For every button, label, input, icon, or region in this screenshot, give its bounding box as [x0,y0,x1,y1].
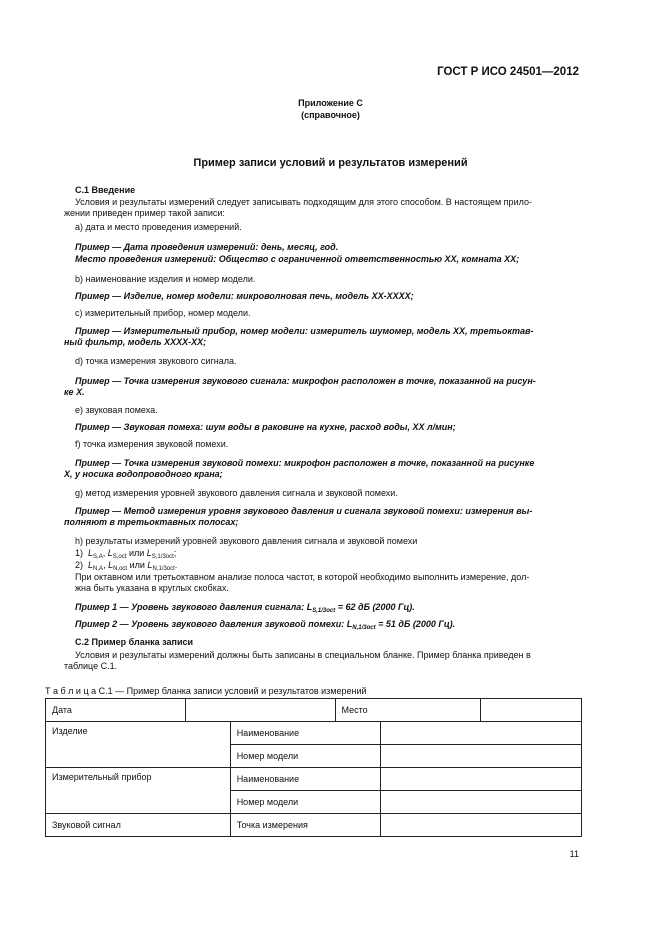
list-item-e: е) звуковая помеха. [75,405,158,415]
table-row [46,699,582,722]
place-label-cell: Место [335,699,481,722]
instrument-label-cell: Измерительный прибор [46,768,231,814]
example-text: Х, у носика водопроводного крана; [64,469,223,479]
list-item-f: f) точка измерения звуковой помехи. [75,439,229,449]
example-text: Пример — Метод измерения уровня звукового давления и сигнала звуковой помехи: измерения вы- [75,506,533,516]
date-value-cell[interactable] [185,699,335,722]
appendix-heading [0,97,661,121]
table-row [46,722,582,745]
example-text: Место проведения измерений: Общество с ограниченной ответственностью ХХ, комната ХХ; [75,254,520,264]
example-text: Пример — Дата проведения измерений: день, месяц, год. [75,242,339,252]
instrument-model-value[interactable] [381,791,582,814]
example-text: ке Х. [64,387,85,397]
list-item-d: d) точка измерения звукового сигнала. [75,356,237,366]
date-label-cell: Дата [46,699,186,722]
list-item-h: h) результаты измерений уровней звукового давления сигнала и звуковой помехи [75,536,418,546]
instrument-model-label: Номер модели [230,791,381,814]
instrument-name-value[interactable] [381,768,582,791]
signal-point-label: Точка измерения [230,814,381,837]
record-form-table [45,698,582,837]
paragraph-line: При октавном или третьоктавном анализе полоса частот, в которой необходимо выполнить измерение, дол- [75,572,530,582]
list-item-a: а) дата и место проведения измерений. [75,222,242,232]
product-model-label: Номер модели [230,745,381,768]
appendix-title: Приложение С [298,98,363,108]
product-model-value[interactable] [381,745,582,768]
paragraph-line: жении приведен пример такой записи: [64,208,225,218]
appendix-subtitle: (справочное) [301,110,360,120]
example-text: Пример — Звуковая помеха: шум воды в раковине на кухне, расход воды, ХХ л/мин; [75,422,456,432]
signal-point-value[interactable] [381,814,582,837]
example-2: Пример 2 — Уровень звукового давления звуковой помехи: $L_{N,1/3oct} = 51$ дБ (2000 Гц). [75,619,456,631]
paragraph-line: таблице С.1. [64,661,118,671]
product-name-value[interactable] [381,722,582,745]
example-text: Пример — Измерительный прибор, номер модели: измеритель шумомер, модель ХХ, третьоктав- [75,326,534,336]
instrument-name-label: Наименование [230,768,381,791]
sublist-item-2: 2) $L_{N,A}$, $L_{N,oct}$ или $L_{N,1/3oct}$. [75,560,178,572]
paragraph-line: жна быть указана в круглых скобках. [75,583,229,593]
paragraph-line: Условия и результаты измерений должны быть записаны в специальном бланке. Пример бланка приведен в [75,650,531,660]
example-text: Пример — Точка измерения звуковой помехи: микрофон расположен в точке, показанной на рисунке [75,458,535,468]
example-text: полняют в третьоктавных полосах; [64,517,239,527]
product-name-label: Наименование [230,722,381,745]
table-row [46,768,582,791]
list-item-b: b) наименование изделия и номер модели. [75,274,256,284]
table-caption: Т а б л и ц а С.1 — Пример бланка записи условий и результатов измерений [45,686,367,696]
sublist-item-1: 1) $L_{S,A}$, $L_{S,oct}$ или $L_{S,1/3oct}$; [75,548,177,560]
page-number: 11 [569,849,579,859]
standard-number: ГОСТ Р ИСО 24501—2012 [437,66,579,78]
list-item-g: g) метод измерения уровней звукового давления сигнала и звуковой помехи. [75,488,398,498]
example-1: Пример 1 — Уровень звукового давления сигнала: $L_{S,1/3oct} = 62$ дБ (2000 Гц). [75,602,415,614]
paragraph-line: Условия и результаты измерений следует записывать подходящим для этого способом. В настоящем прило- [75,197,532,207]
example-text: Пример — Точка измерения звукового сигнала: микрофон расположен в точке, показанной на рисун- [75,376,536,386]
table-row [46,814,582,837]
product-label-cell: Изделие [46,722,231,768]
signal-label-cell: Звуковой сигнал [46,814,231,837]
example-text: ный фильтр, модель ХХХХ-ХХ; [64,337,207,347]
section-heading-c1: С.1 Введение [75,185,136,195]
place-value-cell[interactable] [481,699,582,722]
example-text: Пример — Изделие, номер модели: микроволновая печь, модель ХХ-ХХХХ; [75,291,414,301]
section-heading-c2: С.2 Пример бланка записи [75,637,194,647]
page-title: Пример записи условий и результатов измерений [193,157,468,169]
list-item-c: с) измерительный прибор, номер модели. [75,308,251,318]
